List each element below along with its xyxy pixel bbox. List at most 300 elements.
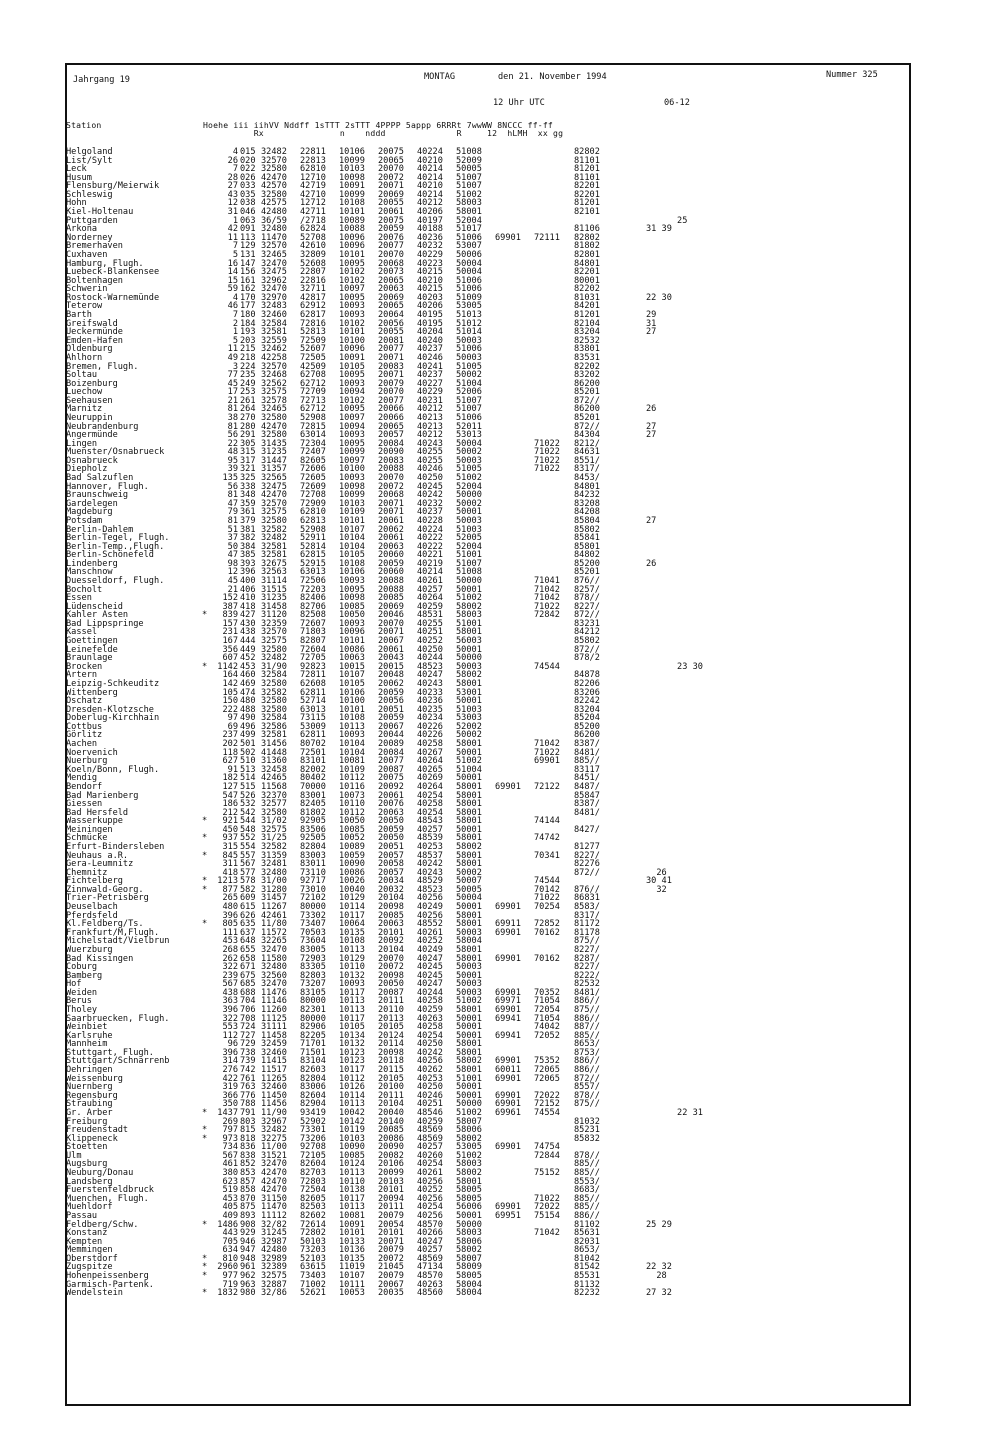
synop-group: 8557/ (574, 1082, 600, 1093)
synop-group: 32/86 (261, 1288, 287, 1299)
synop-group: 20071 (378, 1236, 404, 1247)
synop-group: 10042 (339, 1107, 365, 1118)
synop-group: 40250 (417, 644, 443, 655)
synop-group: 20118 (378, 1056, 404, 1067)
synop-group: 40258 (417, 799, 443, 810)
station-hoehe: 31 (227, 207, 238, 218)
synop-group: 73207 (300, 979, 326, 990)
synop-group: 85847 (574, 790, 600, 801)
station-name: Michelstadt/Vielbrun (66, 936, 170, 947)
synop-group: 20058 (378, 859, 404, 870)
synop-group: 10086 (339, 644, 365, 655)
synop-group: 86831 (574, 893, 600, 904)
station-iii: 980 (240, 1288, 256, 1299)
station-iii: 379 (240, 515, 256, 526)
station-name: Lindenberg (66, 558, 118, 569)
synop-group: 85204 (574, 713, 600, 724)
station-iii: 215 (240, 344, 256, 355)
station-name: Landsberg (66, 1176, 113, 1187)
synop-group: 20069 (378, 189, 404, 200)
station-name: Gr. Arber (66, 1107, 113, 1118)
synop-group: 10113 (339, 1005, 365, 1015)
station-iii: 763 (240, 1082, 256, 1093)
synop-group: 10100 (339, 335, 365, 346)
synop-group: 53003 (456, 713, 482, 724)
synop-group: 51001 (456, 618, 482, 629)
synop-group: 10085 (339, 824, 365, 835)
station-iii: 706 (240, 1005, 256, 1015)
station-hoehe: 21 (227, 584, 238, 595)
synop-group: 10059 (339, 850, 365, 861)
synop-group: 85231 (574, 1125, 600, 1136)
synop-group: 40224 (417, 524, 443, 535)
synop-group: 50000 (456, 1219, 482, 1230)
synop-group: 40195 (417, 310, 443, 321)
station-iii: 685 (240, 979, 256, 990)
station-iii: 361 (240, 507, 256, 518)
synop-group: 32275 (261, 1133, 287, 1144)
synop-group: 32460 (261, 1082, 287, 1093)
synop-group: 20079 (378, 1210, 404, 1221)
synop-group: 10096 (339, 627, 365, 638)
synop-group: 82201 (574, 189, 600, 200)
synop-group: 8317/ (574, 910, 600, 921)
synop-group: 85804 (574, 515, 600, 526)
synop-group: 69941 (495, 1013, 521, 1024)
synop-group: 85201 (574, 567, 600, 578)
synop-group: 31359 (261, 850, 287, 861)
synop-group: 31456 (261, 739, 287, 750)
synop-group: 52002 (456, 721, 482, 732)
station-iii: 338 (240, 481, 256, 492)
synop-group: 10112 (339, 1073, 365, 1084)
synop-group: 10129 (339, 893, 365, 904)
synop-group: 32581 (261, 730, 287, 741)
synop-group: 40254 (417, 807, 443, 818)
synop-group: 52607 (300, 344, 326, 355)
synop-group: 69901 (495, 902, 521, 913)
synop-group: 11517 (261, 1065, 287, 1076)
synop-group: 71042 (534, 593, 560, 604)
station-ff: 22 32 (646, 1262, 672, 1273)
synop-group: 70254 (534, 902, 560, 913)
station-hoehe: 547 (222, 790, 238, 801)
synop-group: 40250 (417, 473, 443, 484)
synop-group: 72844 (534, 1150, 560, 1161)
period-label: 06-12 (664, 98, 690, 108)
synop-group: 40259 (417, 1116, 443, 1127)
synop-group: 32584 (261, 318, 287, 329)
synop-group: 82232 (574, 1288, 600, 1299)
synop-group: 42719 (300, 181, 326, 192)
synop-group: 10101 (339, 704, 365, 715)
synop-group: 58007 (456, 1253, 482, 1264)
synop-group: 42817 (300, 292, 326, 303)
station-hoehe: 453 (222, 936, 238, 947)
synop-group: 50002 (456, 370, 482, 381)
synop-group: 10142 (339, 1116, 365, 1127)
station-iii: 526 (240, 790, 256, 801)
synop-group: 83011 (300, 859, 326, 870)
synop-group: 48523 (417, 661, 443, 672)
synop-group: 72708 (300, 490, 326, 501)
synop-group: 11415 (261, 1056, 287, 1067)
synop-group: 40212 (417, 430, 443, 441)
synop-group: 48523 (417, 884, 443, 895)
synop-group: 872// (574, 395, 600, 406)
synop-group: 40256 (417, 1056, 443, 1067)
station-name: Berlin-Tegel, Flugh. (66, 533, 170, 544)
synop-group: 32470 (261, 979, 287, 990)
synop-group: 20067 (378, 721, 404, 732)
synop-group: 32475 (261, 481, 287, 492)
synop-group: 40197 (417, 215, 443, 226)
synop-group: 20098 (378, 902, 404, 913)
station-iii: 270 (240, 412, 256, 423)
synop-group: 40256 (417, 910, 443, 921)
synop-group: 10099 (339, 447, 365, 458)
station-iii: 444 (240, 636, 256, 647)
synop-group: 52902 (300, 1116, 326, 1127)
station-name: Bad Lippspringe (66, 618, 144, 629)
synop-group: 10123 (339, 1047, 365, 1058)
synop-group: 32989 (261, 1253, 287, 1264)
synop-group: 878/2 (574, 653, 600, 664)
station-iii: 203 (240, 335, 256, 346)
synop-group: 58001 (456, 799, 482, 810)
station-name: Wendelstein (66, 1288, 123, 1299)
synop-group: 10107 (339, 670, 365, 681)
synop-group: 31360 (261, 756, 287, 767)
synop-group: 20103 (378, 1176, 404, 1187)
synop-group: 8257/ (574, 584, 600, 595)
station-iii: 180 (240, 310, 256, 321)
station-hoehe: 396 (222, 910, 238, 921)
synop-group: 58001 (456, 1176, 482, 1187)
synop-group: 51008 (456, 147, 482, 157)
mountain-station-mark: * (202, 1107, 208, 1118)
station-name: Cottbus (66, 721, 103, 732)
synop-group: 42470 (261, 1176, 287, 1187)
station-iii: 161 (240, 275, 256, 286)
synop-group: 20111 (378, 996, 404, 1007)
synop-group: 74742 (534, 833, 560, 844)
synop-group: 31235 (261, 593, 287, 604)
synop-group: 10107 (339, 1270, 365, 1281)
station-iii: 688 (240, 987, 256, 998)
synop-group: 51006 (456, 232, 482, 243)
synop-group: 50001 (456, 644, 482, 655)
synop-group: 50001 (456, 1090, 482, 1101)
synop-group: 10086 (339, 867, 365, 878)
synop-group: 40255 (417, 618, 443, 629)
synop-group: 10098 (339, 481, 365, 492)
station-name: Fuerstenfeldbruck (66, 1185, 154, 1196)
synop-group: 82801 (574, 249, 600, 260)
synop-group: 32581 (261, 541, 287, 552)
station-hoehe: 5 (232, 335, 238, 346)
synop-group: 50001 (456, 773, 482, 784)
synop-group: 32586 (261, 721, 287, 732)
synop-group: 81031 (574, 292, 600, 303)
station-name: Braunschweig (66, 490, 129, 501)
synop-group: 72152 (534, 1099, 560, 1110)
station-hoehe: 977 (222, 1270, 238, 1281)
station-name: Schwerin (66, 284, 108, 295)
synop-group: 58002 (456, 1168, 482, 1179)
synop-group: 10093 (339, 576, 365, 586)
synop-group: 31120 (261, 610, 287, 621)
synop-group: 20086 (378, 1133, 404, 1144)
station-iii: 761 (240, 1073, 256, 1084)
station-hoehe: 450 (222, 824, 238, 835)
synop-group: 82803 (300, 970, 326, 981)
synop-group: 69901 (495, 1073, 521, 1084)
synop-group: 20055 (378, 327, 404, 338)
station-ff: 25 29 (646, 1219, 672, 1230)
synop-group: 40247 (417, 953, 443, 964)
synop-group: 40256 (417, 1176, 443, 1187)
synop-group: 40256 (417, 893, 443, 904)
synop-group: 31515 (261, 584, 287, 595)
synop-group: 10081 (339, 756, 365, 767)
synop-group: 74554 (534, 1107, 560, 1118)
synop-group: 20110 (378, 1005, 404, 1015)
synop-group: 22811 (300, 147, 326, 157)
synop-group: 69961 (495, 1107, 521, 1118)
synop-group: 84304 (574, 430, 600, 441)
synop-group: 20098 (378, 1047, 404, 1058)
station-iii: 515 (240, 781, 256, 792)
station-iii: 063 (240, 215, 256, 226)
station-name: Giessen (66, 799, 103, 810)
synop-group: 42470 (261, 172, 287, 183)
station-name: Helgoland (66, 147, 113, 157)
synop-group: 58001 (456, 833, 482, 844)
synop-group: 50001 (456, 1022, 482, 1033)
station-hoehe: 111 (222, 927, 238, 938)
station-iii: 637 (240, 927, 256, 938)
station-iii: 893 (240, 1210, 256, 1221)
synop-group: 20059 (378, 687, 404, 698)
station-hoehe: 1 (232, 215, 238, 226)
station-hoehe: 27 (227, 181, 238, 192)
synop-group: 20092 (378, 936, 404, 947)
synop-group: 58001 (456, 850, 482, 861)
synop-group: 32809 (300, 249, 326, 260)
mountain-station-mark: * (202, 884, 208, 895)
station-hoehe: 16 (227, 258, 238, 269)
synop-group: 48546 (417, 1107, 443, 1118)
synop-group: 31521 (261, 1150, 287, 1161)
synop-group: 48529 (417, 876, 443, 887)
synop-group: 20069 (378, 292, 404, 303)
station-name: Marnitz (66, 404, 103, 415)
station-iii: 858 (240, 1185, 256, 1196)
synop-group: 84201 (574, 301, 600, 312)
synop-group: 42258 (261, 352, 287, 363)
station-hoehe: 105 (222, 687, 238, 698)
station-iii: 567 (240, 859, 256, 870)
synop-group: 51007 (456, 172, 482, 183)
synop-group: 51002 (456, 1150, 482, 1161)
synop-group: 32987 (261, 1236, 287, 1247)
synop-group: 40233 (417, 687, 443, 698)
synop-group: 52103 (300, 1253, 326, 1264)
station-ff: 27 (646, 421, 657, 432)
synop-group: /2718 (300, 215, 326, 226)
station-name: Doberlug-Kirchhain (66, 713, 160, 724)
synop-group: 11265 (261, 1073, 287, 1084)
synop-group: 20090 (378, 1142, 404, 1153)
synop-group: 51014 (456, 327, 482, 338)
synop-group: 62817 (300, 310, 326, 321)
synop-group: 40210 (417, 155, 443, 166)
synop-group: 50001 (456, 1082, 482, 1093)
synop-group: 10103 (339, 164, 365, 175)
station-hoehe: 1437 (217, 1107, 238, 1118)
station-hoehe: 212 (222, 807, 238, 818)
synop-group: 32967 (261, 1116, 287, 1127)
synop-group: 20065 (378, 275, 404, 286)
synop-group: 20050 (378, 979, 404, 990)
synop-group: 72022 (534, 1202, 560, 1213)
synop-group: 20063 (378, 541, 404, 552)
synop-group: 10040 (339, 884, 365, 895)
synop-group: 84208 (574, 507, 600, 518)
station-hoehe: 81 (227, 421, 238, 432)
synop-group: 69901 (534, 756, 560, 767)
synop-group: 40222 (417, 533, 443, 544)
synop-group: 40242 (417, 859, 443, 870)
synop-group: 11019 (339, 1262, 365, 1273)
synop-group: 40224 (417, 147, 443, 157)
synop-group: 20056 (378, 696, 404, 707)
station-name: Wasserkuppe (66, 816, 123, 827)
synop-group: 69901 (495, 1142, 521, 1153)
synop-group: 40260 (417, 1150, 443, 1161)
synop-group: 69901 (495, 927, 521, 938)
station-hoehe: 5 (232, 249, 238, 260)
station-name: Tholey (66, 1005, 98, 1015)
station-hoehe: 56 (227, 430, 238, 441)
synop-group: 8653/ (574, 1245, 600, 1256)
station-name: Freiburg (66, 1116, 108, 1127)
synop-group: 872// (574, 610, 600, 621)
synop-group: 40237 (417, 507, 443, 518)
station-name: Oschatz (66, 696, 103, 707)
synop-group: 11260 (261, 1005, 287, 1015)
synop-group: 74042 (534, 1022, 560, 1033)
synop-group: 48531 (417, 610, 443, 621)
mountain-station-mark: * (202, 1262, 208, 1273)
station-iii: 648 (240, 936, 256, 947)
station-name: Bremerhaven (66, 241, 123, 252)
synop-group: 32575 (261, 1270, 287, 1281)
synop-group: 82804 (300, 1073, 326, 1084)
synop-group: 10081 (339, 1210, 365, 1221)
station-iii: 022 (240, 164, 256, 175)
station-hoehe: 797 (222, 1125, 238, 1136)
synop-group: 81106 (574, 224, 600, 235)
station-hoehe: 51 (227, 524, 238, 535)
synop-group: 58002 (456, 1056, 482, 1067)
synop-group: 72052 (534, 1030, 560, 1041)
synop-group: 70162 (534, 953, 560, 964)
station-iii: 035 (240, 189, 256, 200)
synop-group: 73302 (300, 910, 326, 921)
station-iii: 542 (240, 807, 256, 818)
synop-group: 83506 (300, 824, 326, 835)
nummer-label: Nummer 325 (826, 70, 878, 80)
station-name: Kl.Feldberg/Ts. (66, 919, 144, 930)
station-iii: 046 (240, 207, 256, 218)
synop-group: 51004 (456, 764, 482, 775)
synop-group: 40247 (417, 670, 443, 681)
synop-group: 53007 (456, 241, 482, 252)
synop-group: 85801 (574, 541, 600, 552)
synop-group: 82532 (574, 335, 600, 346)
synop-group: 82508 (300, 610, 326, 621)
synop-group: 82802 (574, 147, 600, 157)
synop-group: 48570 (417, 1219, 443, 1230)
synop-group: 20101 (378, 927, 404, 938)
synop-group: 60011 (495, 1065, 521, 1076)
synop-group: 48570 (417, 1270, 443, 1281)
synop-group: 10113 (339, 1099, 365, 1110)
station-name: Erfurt-Bindersleben (66, 841, 165, 852)
station-hoehe: 142 (222, 678, 238, 689)
station-ff: 31 (646, 318, 657, 329)
station-name: Neubrandenburg (66, 421, 139, 432)
synop-group: 20079 (378, 1245, 404, 1256)
synop-group: 20075 (378, 147, 404, 157)
synop-group: 62712 (300, 378, 326, 389)
synop-group: 85802 (574, 636, 600, 647)
synop-group: 10094 (339, 421, 365, 432)
station-hoehe: 387 (222, 601, 238, 612)
synop-group: 40246 (417, 352, 443, 363)
synop-group: 10102 (339, 267, 365, 278)
station-iii: 264 (240, 404, 256, 415)
synop-group: 20071 (378, 627, 404, 638)
station-name: Luechow (66, 387, 103, 398)
station-iii: 548 (240, 824, 256, 835)
synop-group: 40245 (417, 970, 443, 981)
station-hoehe: 26 (227, 155, 238, 166)
station-iii: 838 (240, 1150, 256, 1161)
synop-group: 10117 (339, 1065, 365, 1076)
station-name: Leipzig-Schkeuditz (66, 678, 160, 689)
synop-group: 72122 (534, 781, 560, 792)
synop-group: 8287/ (574, 953, 600, 964)
synop-group: 11112 (261, 1210, 287, 1221)
synop-group: 86200 (574, 730, 600, 741)
synop-group: 20060 (378, 567, 404, 578)
synop-group: 32577 (261, 799, 287, 810)
synop-group: 81032 (574, 1116, 600, 1127)
station-name: Boltenhagen (66, 275, 123, 286)
synop-group: 69901 (495, 1202, 521, 1213)
synop-group: 886// (574, 1013, 600, 1024)
station-hoehe: 150 (222, 696, 238, 707)
synop-group: 32483 (261, 301, 287, 312)
synop-group: 8583/ (574, 902, 600, 913)
station-ff: 25 (646, 215, 688, 226)
station-ff: 32 (646, 884, 667, 895)
synop-group: 31245 (261, 1228, 287, 1239)
synop-group: 72606 (300, 464, 326, 475)
